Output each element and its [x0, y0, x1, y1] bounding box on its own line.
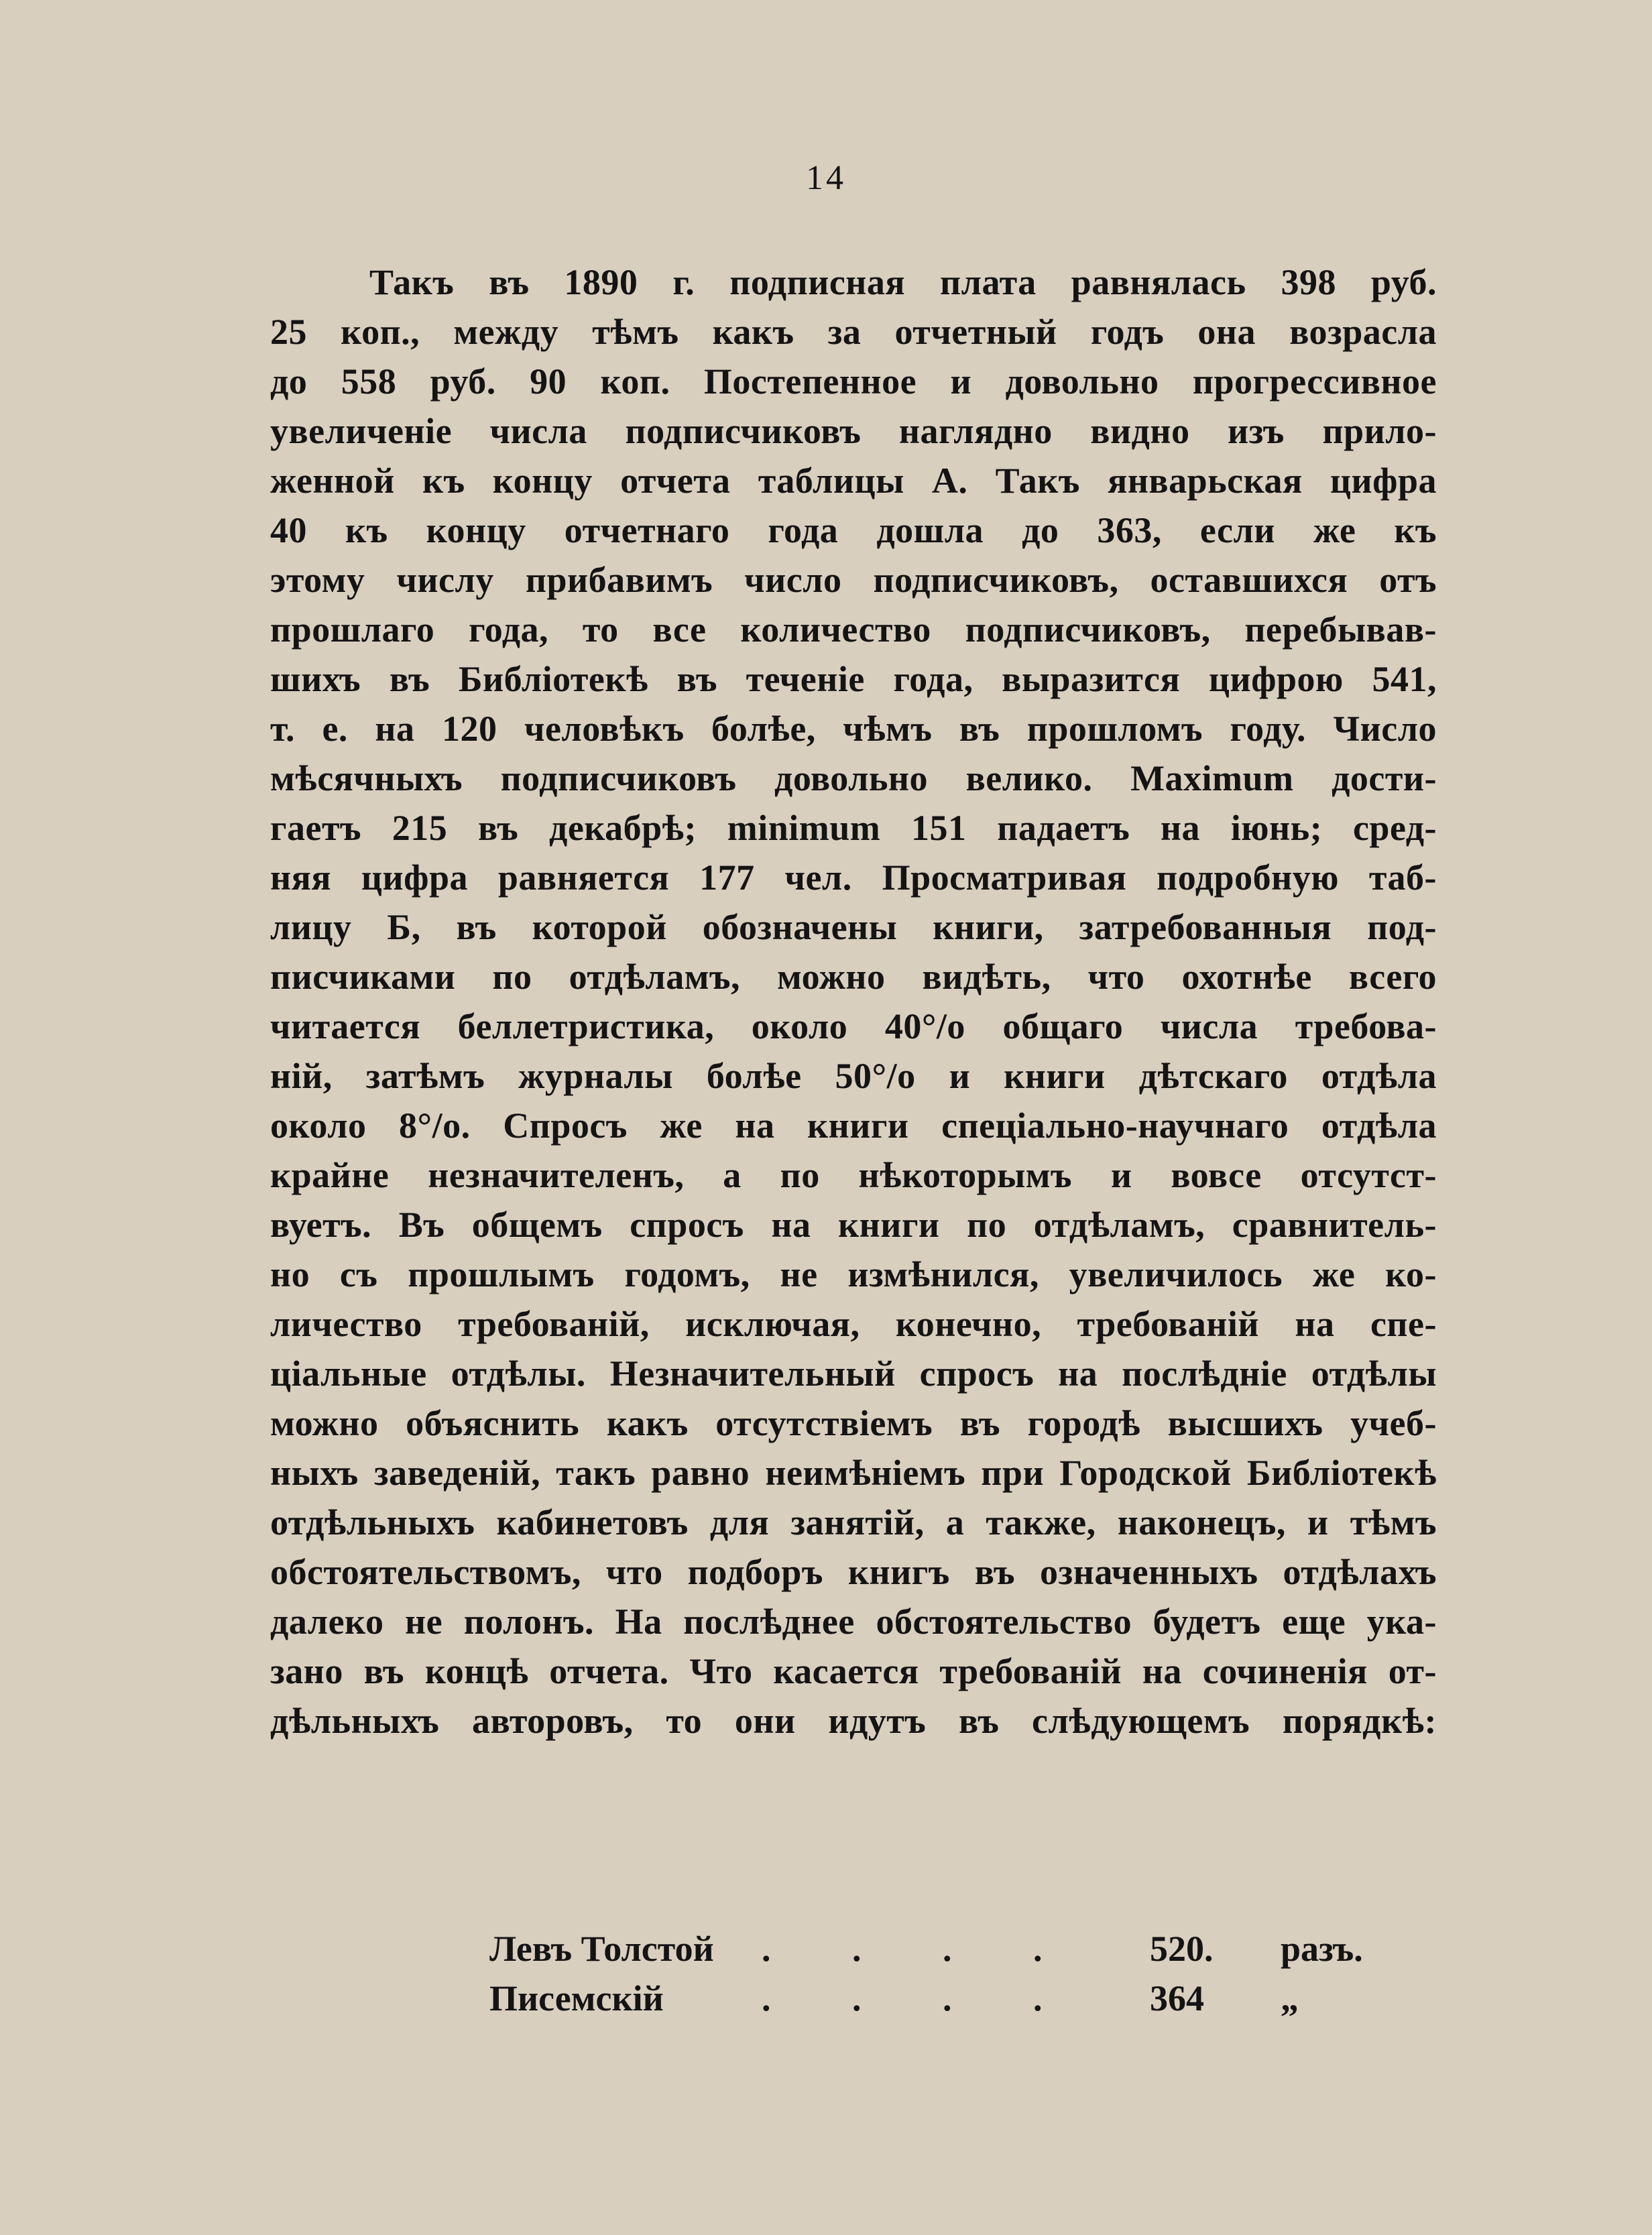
paragraph-line: но съ прошлымъ годомъ, не измѣнился, увеличилось же ко-	[270, 1254, 1437, 1294]
paragraph-line: писчиками по отдѣламъ, можно видѣть, что охотнѣе всего	[270, 957, 1437, 997]
paragraph-line: можно объяснить какъ отсутствіемъ въ городѣ высшихъ учеб-	[270, 1403, 1437, 1443]
leader-dots: . . . .	[762, 1978, 1043, 2018]
paragraph-line: вуетъ. Въ общемъ спросъ на книги по отдѣламъ, сравнитель-	[270, 1205, 1437, 1245]
paragraph-line: крайне незначителенъ, а по нѣкоторымъ и вовсе отсутст-	[270, 1155, 1437, 1195]
paragraph-line: личество требованій, исключая, конечно, требованій на спе-	[270, 1304, 1437, 1344]
paragraph-line: няя цифра равняется 177 чел. Просматривая подробную таб-	[270, 857, 1437, 898]
request-count: 364	[1150, 1978, 1204, 2018]
paragraph-line: 40 къ концу отчетнаго года дошла до 363, если же къ	[270, 510, 1437, 550]
paragraph-line: мѣсячныхъ подписчиковъ довольно велико. Maximum дости-	[270, 758, 1437, 798]
paragraph-line: этому числу прибавимъ число подписчиковъ, оставшихся отъ	[270, 560, 1437, 600]
page-number: 14	[806, 159, 846, 197]
paragraph-line: ціальные отдѣлы. Незначительный спросъ на послѣдніе отдѣлы	[270, 1353, 1437, 1394]
author-list	[270, 1924, 1437, 2023]
leader-dots: . . . .	[762, 1929, 1043, 1969]
paragraph-line: зано въ концѣ отчета. Что касается требованій на сочиненія от-	[270, 1651, 1437, 1691]
paragraph-line: прошлаго года, то все количество подписчиковъ, перебывав-	[270, 609, 1437, 650]
paragraph-line: гаетъ 215 въ декабрѣ; minimum 151 падаетъ на іюнь; сред-	[270, 808, 1437, 848]
paragraph-line: Такъ въ 1890 г. подписная плата равнялась 398 руб.	[369, 262, 1437, 302]
paragraph-line: лицу Б, въ которой обозначены книги, затребованныя под-	[270, 907, 1437, 947]
count-unit: разъ.	[1281, 1929, 1363, 1969]
author-row	[270, 1924, 1437, 1974]
author-name: Писемскій	[489, 1978, 664, 2018]
paragraph-line: женной къ концу отчета таблицы А. Такъ январьская цифра	[270, 461, 1437, 501]
request-count: 520.	[1150, 1929, 1214, 1969]
paragraph-line: увеличеніе числа подписчиковъ наглядно видно изъ прило-	[270, 411, 1437, 451]
paragraph-line: ныхъ заведеній, такъ равно неимѣніемъ при Городской Библіотекѣ	[270, 1453, 1437, 1493]
author-name: Левъ Толстой	[489, 1929, 714, 1969]
paragraph-line: обстоятельствомъ, что подборъ книгъ въ означенныхъ отдѣлахъ	[270, 1552, 1437, 1592]
paragraph-line: читается беллетристика, около 40°/о общаго числа требова-	[270, 1006, 1437, 1046]
paragraph-line: до 558 руб. 90 коп. Постепенное и довольно прогрессивное	[270, 361, 1437, 402]
author-row	[270, 1974, 1437, 2023]
paragraph-line: далеко не полонъ. На послѣднее обстоятельство будетъ еще ука-	[270, 1602, 1437, 1642]
paragraph-line: шихъ въ Библіотекѣ въ теченіе года, выразится цифрою 541,	[270, 659, 1437, 699]
paragraph-line: дѣльныхъ авторовъ, то они идутъ въ слѣдующемъ порядкѣ:	[270, 1701, 1437, 1741]
paragraph-line: отдѣльныхъ кабинетовъ для занятій, а также, наконецъ, и тѣмъ	[270, 1502, 1437, 1543]
paragraph-line: 25 коп., между тѣмъ какъ за отчетный годъ она возрасла	[270, 312, 1437, 352]
paragraph-line: около 8°/о. Спросъ же на книги спеціально-научнаго отдѣла	[270, 1105, 1437, 1146]
paragraph-line: т. е. на 120 человѣкъ болѣе, чѣмъ въ прошломъ году. Число	[270, 709, 1437, 749]
ditto-mark: „	[1281, 1978, 1299, 2018]
paragraph-line: ній, затѣмъ журналы болѣе 50°/о и книги дѣтскаго отдѣла	[270, 1056, 1437, 1096]
body-paragraph	[270, 257, 1437, 1746]
